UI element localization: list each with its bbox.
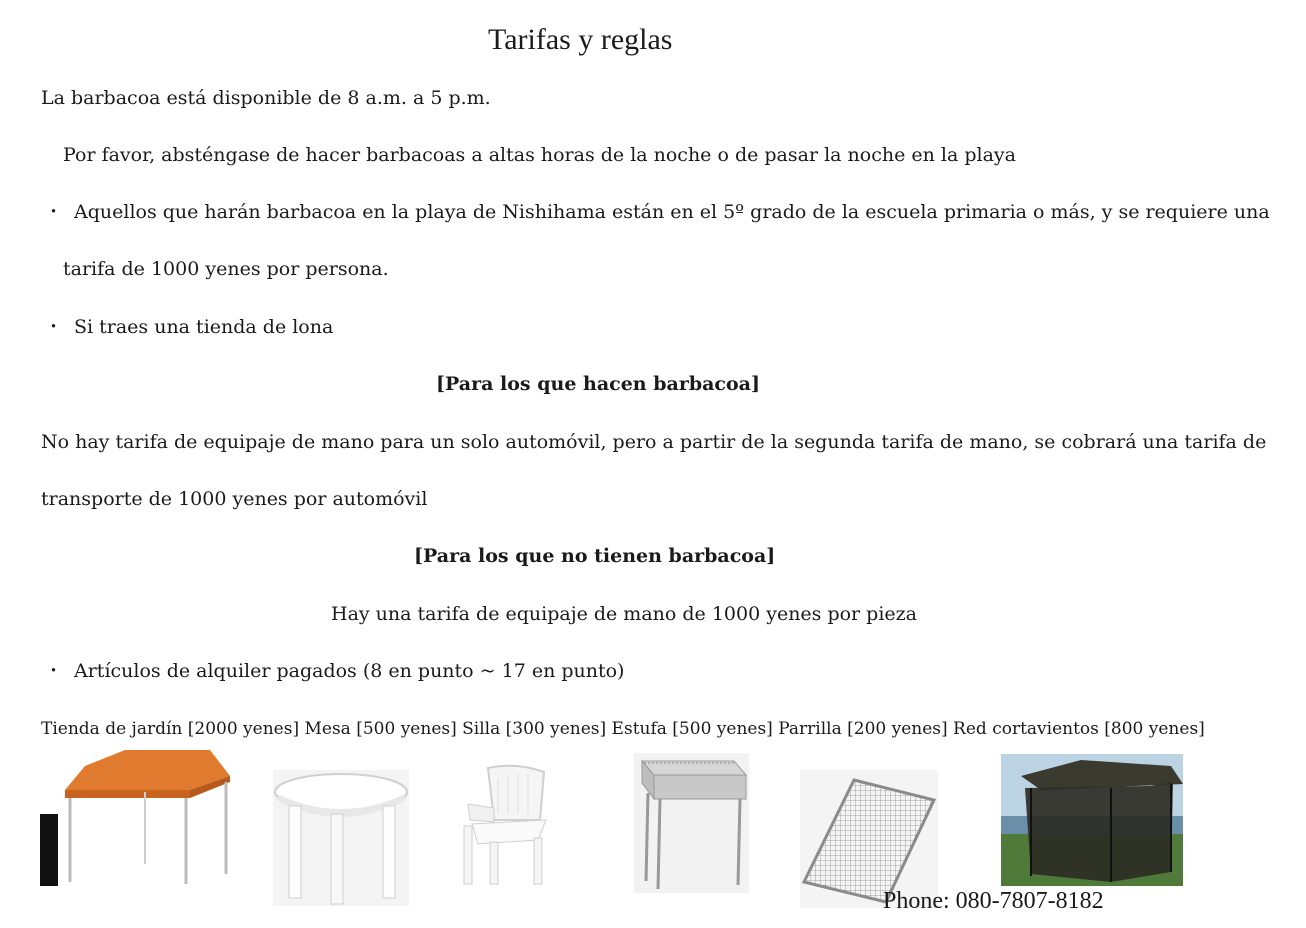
chair-icon: [458, 764, 558, 888]
phone-number: Phone: 080-7807-8182: [883, 888, 1104, 914]
no-bbq-text: Hay una tarifa de equipaje de mano de 1000 yenes por pieza: [331, 603, 918, 625]
rental-items-text: Tienda de jardín [2000 yenes] Mesa [500 yenes] Silla [300 yenes] Estufa [500 yenes] Parrilla [200 yenes] Red cortavientos [800 yenes]: [41, 719, 1205, 739]
garden-tent-icon: [40, 748, 230, 888]
bullet-icon: ・: [44, 201, 64, 223]
stove-icon: [634, 753, 749, 893]
fee-text-line1: Aquellos que harán barbacoa en la playa de Nishihama están en el 5º grado de la escuela primaria o más, y se requiere una: [74, 201, 1270, 223]
tent-rule-text: Si traes una tienda de lona: [74, 316, 334, 338]
bullet-icon: ・: [44, 660, 64, 682]
bbq-text-line2: transporte de 1000 yenes por automóvil: [41, 488, 428, 510]
rental-heading: Artículos de alquiler pagados (8 en punto ~ 17 en punto): [74, 660, 625, 682]
hours-text: La barbacoa está disponible de 8 a.m. a 5 p.m.: [41, 87, 491, 109]
no-bbq-heading: [Para los que no tienen barbacoa]: [414, 545, 776, 567]
bullet-icon: ・: [44, 316, 64, 338]
fee-text-line2: tarifa de 1000 yenes por persona.: [63, 258, 389, 280]
page-title: Tarifas y reglas: [488, 23, 673, 56]
bbq-heading: [Para los que hacen barbacoa]: [436, 373, 760, 395]
bbq-text-line1: No hay tarifa de equipaje de mano para un solo automóvil, pero a partir de la segunda tarifa de mano, se cobrará una tarifa de: [41, 431, 1267, 453]
night-rule-text: Por favor, absténgase de hacer barbacoas a altas horas de la noche o de pasar la noche en la playa: [63, 144, 1016, 166]
table-icon: [273, 770, 409, 906]
windbreak-net-icon: [1001, 754, 1183, 886]
